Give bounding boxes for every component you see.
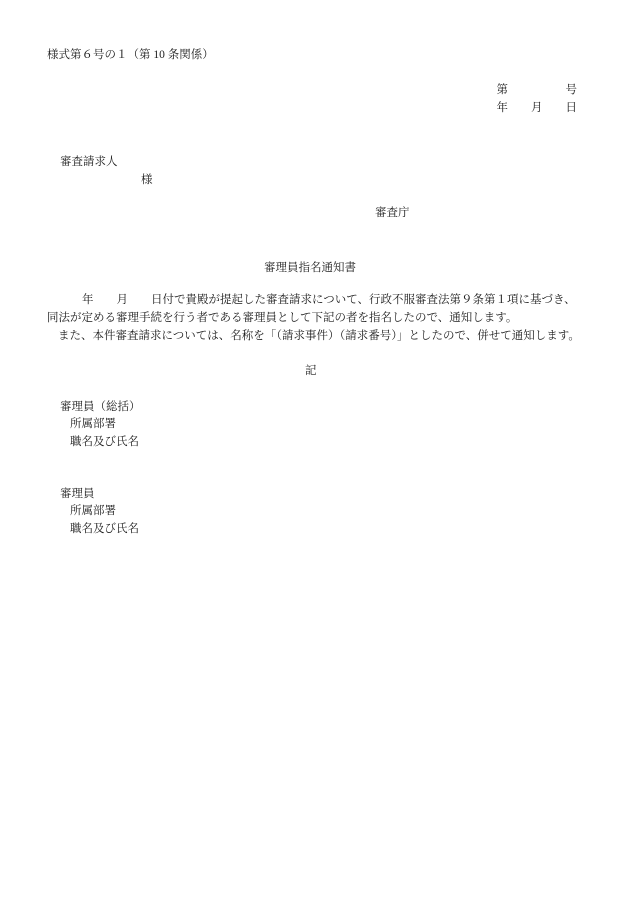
document-date-line: 年 月 日 — [496, 102, 577, 114]
position-name-label: 職名及び氏名 — [70, 523, 139, 535]
department-label: 所属部署 — [70, 505, 116, 517]
body-line-1: 年 月 日付で貴殿が提起した審査請求について、行政不服審査法第９条第１項に基づき、 — [82, 294, 576, 306]
addressee-honorific: 様 — [141, 174, 153, 186]
ki-heading: 記 — [305, 365, 317, 377]
document-number-line: 第 号 — [496, 84, 577, 96]
department-label: 所属部署 — [70, 418, 116, 430]
body-line-3: また、本件審査請求については、名称を「（請求事件）（請求番号）」としたので、併せて通知します。 — [58, 330, 580, 342]
document-title: 審理員指名通知書 — [264, 262, 356, 274]
body-line-2: 同法が定める審理手続を行う者である審理員として下記の者を指名したので、通知します。 — [47, 312, 518, 324]
position-name-label: 職名及び氏名 — [70, 436, 139, 448]
addressee-label: 審査請求人 — [60, 156, 118, 168]
examiner-heading: 審理員 — [60, 488, 95, 500]
issuer-name: 審査庁 — [375, 207, 410, 219]
examiner-heading: 審理員（総括） — [60, 401, 141, 413]
form-number: 様式第６号の１（第 10 条関係） — [47, 49, 214, 61]
